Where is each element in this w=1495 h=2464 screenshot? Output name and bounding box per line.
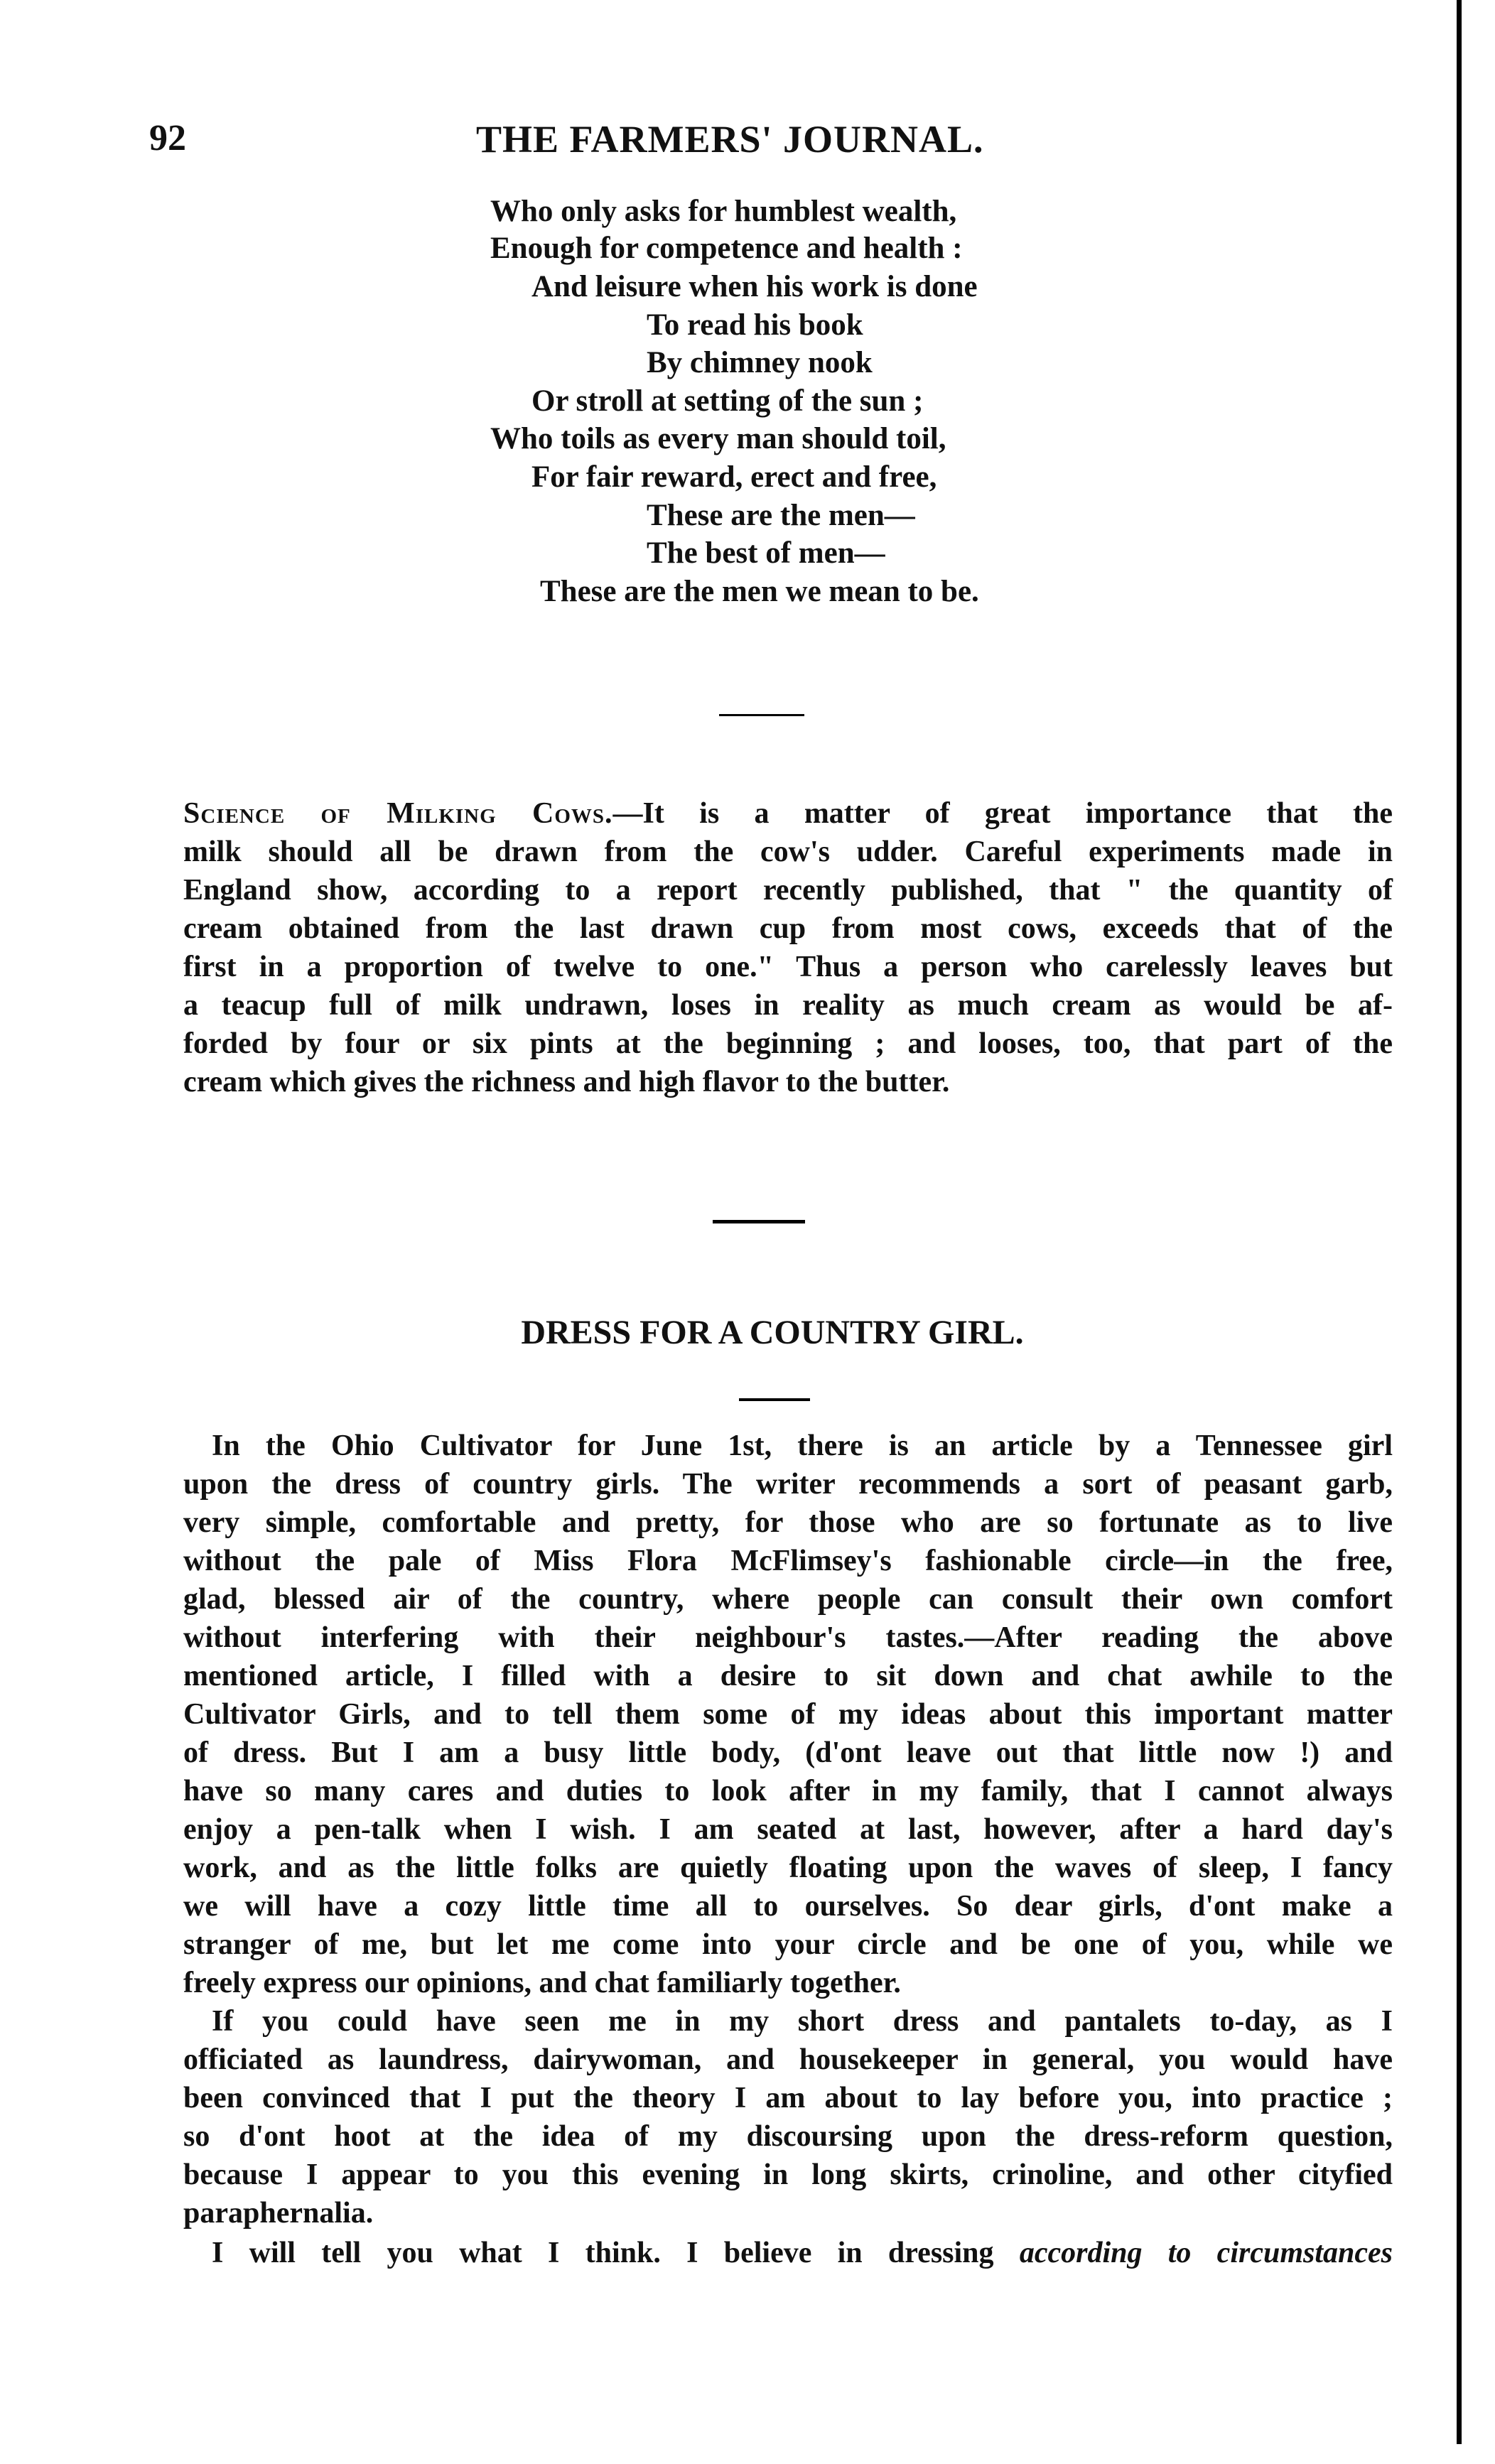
article-line: we will have a cozy little time all to ourselves. So dear girls, d'ont make a	[183, 1890, 1393, 1923]
heading-underline	[739, 1398, 810, 1401]
article-line: Cultivator Girls, and to tell them some of my ideas about this important matter	[183, 1698, 1393, 1731]
article-line: so d'ont hoot at the idea of my discoursing upon the dress-reform question,	[183, 2120, 1393, 2153]
poem-line: Enough for competence and health :	[490, 232, 963, 265]
article-line: upon the dress of country girls. The writer recommends a sort of peasant garb,	[183, 1468, 1393, 1501]
article-line: glad, blessed air of the country, where people can consult their own comfort	[183, 1583, 1393, 1616]
article-line: a teacup full of milk undrawn, loses in reality as much cream as would be af-	[183, 989, 1393, 1022]
article-line: work, and as the little folks are quietly floating upon the waves of sleep, I fancy	[183, 1852, 1393, 1884]
article-line: very simple, comfortable and pretty, for those who are so fortunate as to live	[183, 1506, 1393, 1539]
article-line: without the pale of Miss Flora McFlimsey's fashionable circle—in the free,	[183, 1545, 1393, 1577]
poem-line: These are the men—	[647, 499, 915, 532]
article-line: Science of Milking Cows.—It is a matter of great importance that the	[183, 797, 1393, 830]
article-line: milk should all be drawn from the cow's udder. Careful experiments made in	[183, 836, 1393, 868]
article-line: In the Ohio Cultivator for June 1st, there is an article by a Tennessee girl	[212, 1430, 1393, 1462]
poem-line: Or stroll at setting of the sun ;	[531, 384, 924, 418]
poem-line: For fair reward, erect and free,	[531, 460, 937, 494]
poem-line: Who toils as every man should toil,	[490, 422, 946, 455]
poem-line: And leisure when his work is done	[531, 270, 978, 303]
article-line: If you could have seen me in my short dress and pantalets to-day, as I	[212, 2005, 1393, 2038]
article-line: have so many cares and duties to look after in my family, that I cannot always	[183, 1775, 1393, 1808]
article-line: England show, according to a report recently published, that " the quantity of	[183, 874, 1393, 907]
poem-line: To read his book	[647, 308, 863, 342]
article-line: because I appear to you this evening in long skirts, crinoline, and other cityfied	[183, 2158, 1393, 2191]
margin-rule	[1457, 0, 1462, 2444]
section-heading: DRESS FOR A COUNTRY GIRL.	[521, 1314, 1024, 1351]
section-divider	[713, 1220, 805, 1223]
article-line: forded by four or six pints at the beginning ; and looses, too, that part of the	[183, 1027, 1393, 1060]
article-line: mentioned article, I filled with a desire to sit down and chat awhile to the	[183, 1660, 1393, 1692]
article-line: of dress. But I am a busy little body, (d'ont leave out that little now !) and	[183, 1736, 1393, 1769]
article-line: paraphernalia.	[183, 2197, 374, 2230]
article-line: without interfering with their neighbour's tastes.—After reading the above	[183, 1621, 1393, 1654]
page-number: 92	[149, 118, 186, 158]
poem-line: These are the men we mean to be.	[540, 575, 979, 608]
article-line: freely express our opinions, and chat familiarly together.	[183, 1967, 901, 1999]
poem-line: Who only asks for humblest wealth,	[490, 195, 957, 228]
article-line: stranger of me, but let me come into your circle and be one of you, while we	[183, 1928, 1393, 1961]
article-line: enjoy a pen-talk when I wish. I am seated at last, however, after a hard day's	[183, 1813, 1393, 1846]
section-divider	[719, 714, 804, 716]
article-line: officiated as laundress, dairywoman, and housekeeper in general, you would have	[183, 2043, 1393, 2076]
article-line: cream obtained from the last drawn cup from most cows, exceeds that of the	[183, 912, 1393, 945]
article-line: first in a proportion of twelve to one." Thus a person who carelessly leaves but	[183, 951, 1393, 983]
poem-line: By chimney nook	[647, 346, 873, 379]
article-line: been convinced that I put the theory I am about to lay before you, into practice ;	[183, 2082, 1393, 2114]
poem-line: The best of men—	[647, 536, 885, 570]
running-header	[149, 117, 1144, 174]
article-line: cream which gives the richness and high flavor to the butter.	[183, 1066, 950, 1098]
article-heading: Science of Milking Cows.	[183, 797, 613, 830]
article-line: I will tell you what I think. I believe in dressing according to circumstances	[212, 2237, 1393, 2269]
running-title: THE FARMERS' JOURNAL.	[476, 118, 984, 161]
